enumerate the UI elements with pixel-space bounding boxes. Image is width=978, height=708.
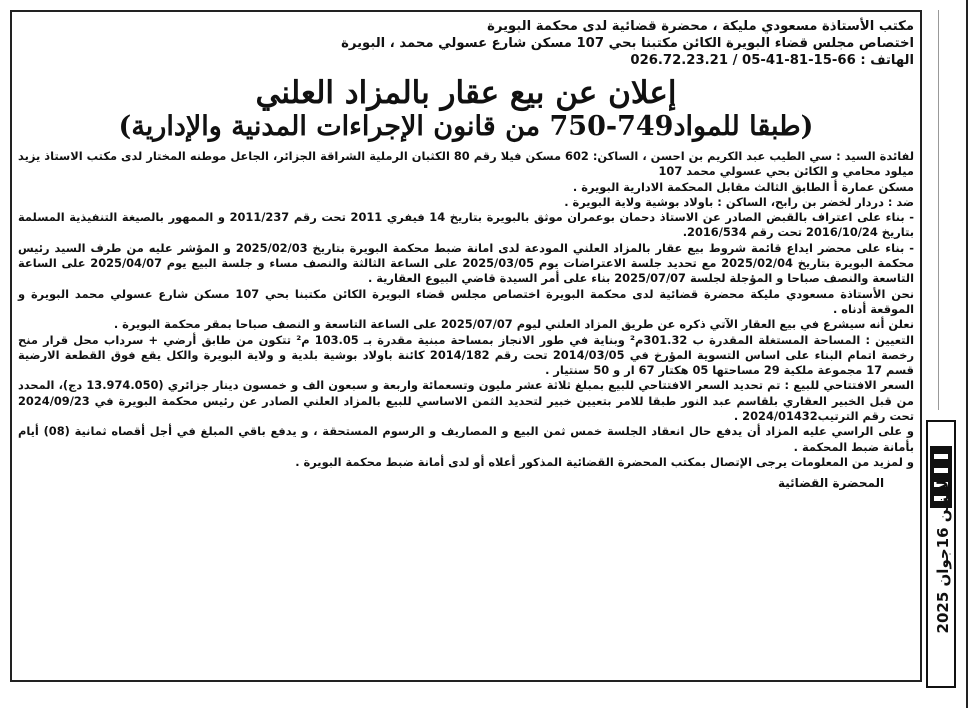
column-divider <box>938 10 939 410</box>
announcement-subtitle: (طبقا للمواد749-750 من قانون الإجراءات المدنية والإدارية) <box>118 111 814 142</box>
header-line-2: اختصاص مجلس قضاء البويرة الكائن مكتبنا بحي 107 مسكن شارع عسولي محمد ، البويرة <box>341 36 914 51</box>
announcement-body <box>18 149 914 470</box>
page-edge-line <box>966 0 968 708</box>
paragraph-payment: و على الراسي عليه المزاد أن يدفع حال انعقاد الجلسة خمس ثمن البيع و المصاريف و الرسوم المستحقة ، و يدفع باقي المبلغ في أجل أقصاه ثمانية (08) أيام بأمانة ضبط المحكمة . <box>18 424 914 454</box>
header-line-3: الهاتف : 66-15-81-41-05 / 026.72.23.21 <box>630 53 914 68</box>
paragraph-contact: و لمزيد من المعلومات يرجى الإتصال بمكتب المحضرة القضائية المذكور أعلاه أو لدى أمانة ضبط محكمة البويرة . <box>295 454 914 469</box>
announcement-title: إعلان عن بيع عقار بالمزاد العلني <box>255 75 677 111</box>
header-line-1: مكتب الأستاذة مسعودي مليكة ، محضرة قضائية لدى محكمة البويرة <box>487 19 914 34</box>
side-date: الإثنين 16جوان 2025 <box>934 474 952 634</box>
announcement-content <box>18 18 914 678</box>
paragraph-opening-price: السعر الافتتاحي للبيع : تم تحديد السعر الافتتاحي للبيع بمبلغ ثلاثة عشر مليون وتسعمائة واربعة و سبعون الف و خمسون دينار جزائري (13.974.050 دج)، المحدد من قبل الخبير العقاري بلقاسم عبد النور طبقا للامر بتعيين خبير لتحديد الثمن الاساسي للبيع بالمزاد العلني الصادر عن رئيس محكمة البويرة في 2024/09/23 تحت رقم الترتيب2024/01432 . <box>18 378 914 424</box>
paragraph-bailiff: نحن الأستاذة مسعودي مليكة محضرة قضائية لدى محكمة البويرة اختصاص مجلس قضاء البويرة الكائن مكتبنا بحي 107 مسكن شارع عسولي محمد البويرة و الموقعة أدناه . <box>18 286 914 316</box>
paragraph-deposit: - بناء على محضر ايداع قائمة شروط بيع عقار بالمزاد العلني المودعة لدى امانة ضبط محكمة البويرة بتاريخ 2025/02/03 و المؤشر عليه من طرف السيد رئيس محكمة البويرة بتاريخ 2025/02/04 مع تحديد جلسة الاعتراضات يوم 2025/03/05 على الساعة الثالثة والنصف مساء و جلسة البيع يوم 2025/04/07 على الساعة التاسعة والنصف صباحا و المؤجلة لجلسة 2025/07/07 بناء على أمر السيدة قاضي البيوع العقارية . <box>18 240 915 286</box>
paragraph-sale-notice: نعلن أنه سيشرع في بيع العقار الآتي ذكره عن طريق المزاد العلني ليوم 2025/07/07 على الساعة التاسعة و النصف صباحا بمقر محكمة البويرة . <box>113 317 914 332</box>
paragraph-receipt: - بناء على اعتراف بالقبض الصادر عن الاستاذ دحمان بوعمران موثق بالبويرة بتاريخ 14 فيفري 2011 تحت رقم 2011/237 و الممهور بالصيغة التنفيذية المسلمة بتاريخ 2016/10/24 تحت رقم 2016/534. <box>18 210 915 240</box>
paragraph-beneficiary: لفائدة السيد : سي الطيب عبد الكريم بن احسن ، الساكن: 602 مسكن فيلا رقم 80 الكثبان الرملية الشراقة الجزائر، الجاعل موطنه المختار لدى مكتب الاستاذ يزيد ميلود محامي و الكائن بحي عسولي محمد 107 <box>18 149 914 179</box>
paragraph-against: ضد : دردار لخضر بن رابح، الساكن : باولاد بوشية ولاية البويرة . <box>564 194 914 209</box>
office-header <box>18 18 914 69</box>
signature: المحضرة القضائية <box>778 476 885 491</box>
paragraph-address: مسكن عمارة أ الطابق الثالث مقابل المحكمة الادارية البويرة . <box>572 179 914 194</box>
side-date-strip <box>926 420 956 688</box>
paragraph-designation: التعيين : المساحة المستغلة المقدرة ب 301.32م² وبناية في طور الانجاز بمساحة مبنية مقدرة بـ 103.05 م² تتكون من طابق أرضي + سرداب محل قرار منح رخصة اتمام البناء على اساس التسوية المؤرخ في 2014/03/05 تحت رقم 2014/182 كائنة باولاد بوشية بلدية و ولاية البويرة والكل يقع فوق القطعة الارضية قسم 17 مجموعة ملكية 29 مساحتها 05 هكتار 67 ار و 50 سنتيار . <box>18 332 915 378</box>
